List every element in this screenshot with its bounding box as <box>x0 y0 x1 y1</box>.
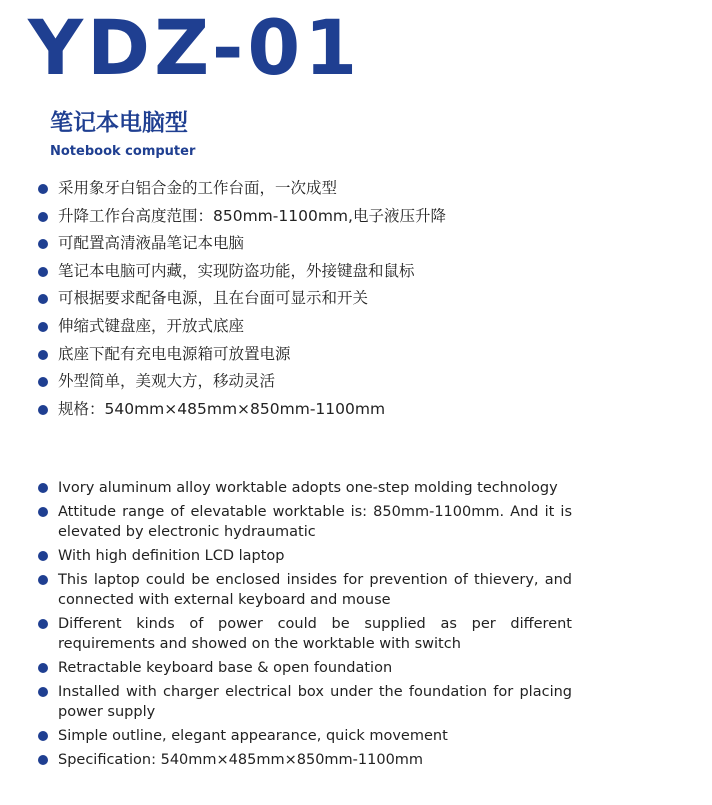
list-item <box>36 478 572 498</box>
bullet-icon <box>38 267 48 277</box>
list-item <box>36 546 572 566</box>
bullet-icon <box>38 575 48 585</box>
list-item <box>36 726 572 746</box>
list-item <box>36 502 572 542</box>
bullet-icon <box>38 619 48 629</box>
bullet-icon <box>38 212 48 222</box>
list-item <box>36 750 572 770</box>
bullet-icon <box>38 731 48 741</box>
bullet-icon <box>38 551 48 561</box>
feature-text: 可配置高清液晶笔记本电脑 <box>58 234 245 253</box>
product-type-cn: 笔记本电脑型 <box>50 110 188 136</box>
list-item <box>36 285 596 313</box>
bullet-icon <box>38 377 48 387</box>
bullet-icon <box>38 239 48 249</box>
feature-text: With high definition LCD laptop <box>58 548 285 564</box>
feature-text: Installed with charger electrical box under the foundation for placing power supply <box>58 684 572 720</box>
feature-text: Attitude range of elevatable worktable is: 850mm-1100mm. And it is elevated by electronic hydraumatic <box>58 504 572 540</box>
feature-text: Simple outline, elegant appearance, quick movement <box>58 728 448 744</box>
list-item <box>36 341 596 369</box>
feature-list-cn <box>36 175 596 423</box>
model-title: YDZ-01 <box>28 3 362 92</box>
feature-text: 外型简单，美观大方，移动灵活 <box>58 372 276 391</box>
feature-text: 规格：540mm×485mm×850mm-1100mm <box>58 399 386 418</box>
bullet-icon <box>38 663 48 673</box>
bullet-icon <box>38 405 48 415</box>
bullet-icon <box>38 184 48 194</box>
bullet-icon <box>38 507 48 517</box>
feature-text: 笔记本电脑可内藏，实现防盗功能，外接键盘和鼠标 <box>58 261 415 280</box>
list-item <box>36 396 596 424</box>
list-item <box>36 368 596 396</box>
bullet-icon <box>38 294 48 304</box>
bullet-icon <box>38 350 48 360</box>
feature-text: 伸缩式键盘座，开放式底座 <box>58 316 245 335</box>
feature-text: This laptop could be enclosed insides for prevention of thievery, and connected with external keyboard and mouse <box>58 572 572 608</box>
feature-text: 升降工作台高度范围：850mm-1100mm,电子液压升降 <box>58 206 446 225</box>
feature-text: Retractable keyboard base & open foundation <box>58 660 393 676</box>
list-item <box>36 203 596 231</box>
feature-list-en <box>36 478 572 774</box>
list-item <box>36 175 596 203</box>
bullet-icon <box>38 687 48 697</box>
bullet-icon <box>38 483 48 493</box>
product-type-en: Notebook computer <box>50 144 196 159</box>
feature-text: 采用象牙白铝合金的工作台面，一次成型 <box>58 179 338 197</box>
feature-text: Ivory aluminum alloy worktable adopts one-step molding technology <box>58 480 558 496</box>
feature-text: 可根据要求配备电源，且在台面可显示和开关 <box>58 289 369 308</box>
list-item <box>36 313 596 341</box>
bullet-icon <box>38 322 48 332</box>
feature-text: Different kinds of power could be supplied as per different requirements and showed on the worktable with switch <box>58 616 572 652</box>
list-item <box>36 658 572 678</box>
list-item <box>36 258 596 286</box>
bullet-icon <box>38 755 48 765</box>
list-item <box>36 230 596 258</box>
feature-text: 底座下配有充电电源箱可放置电源 <box>58 344 291 363</box>
list-item <box>36 570 572 610</box>
list-item <box>36 614 572 654</box>
list-item <box>36 682 572 722</box>
feature-text: Specification: 540mm×485mm×850mm-1100mm <box>58 752 424 768</box>
